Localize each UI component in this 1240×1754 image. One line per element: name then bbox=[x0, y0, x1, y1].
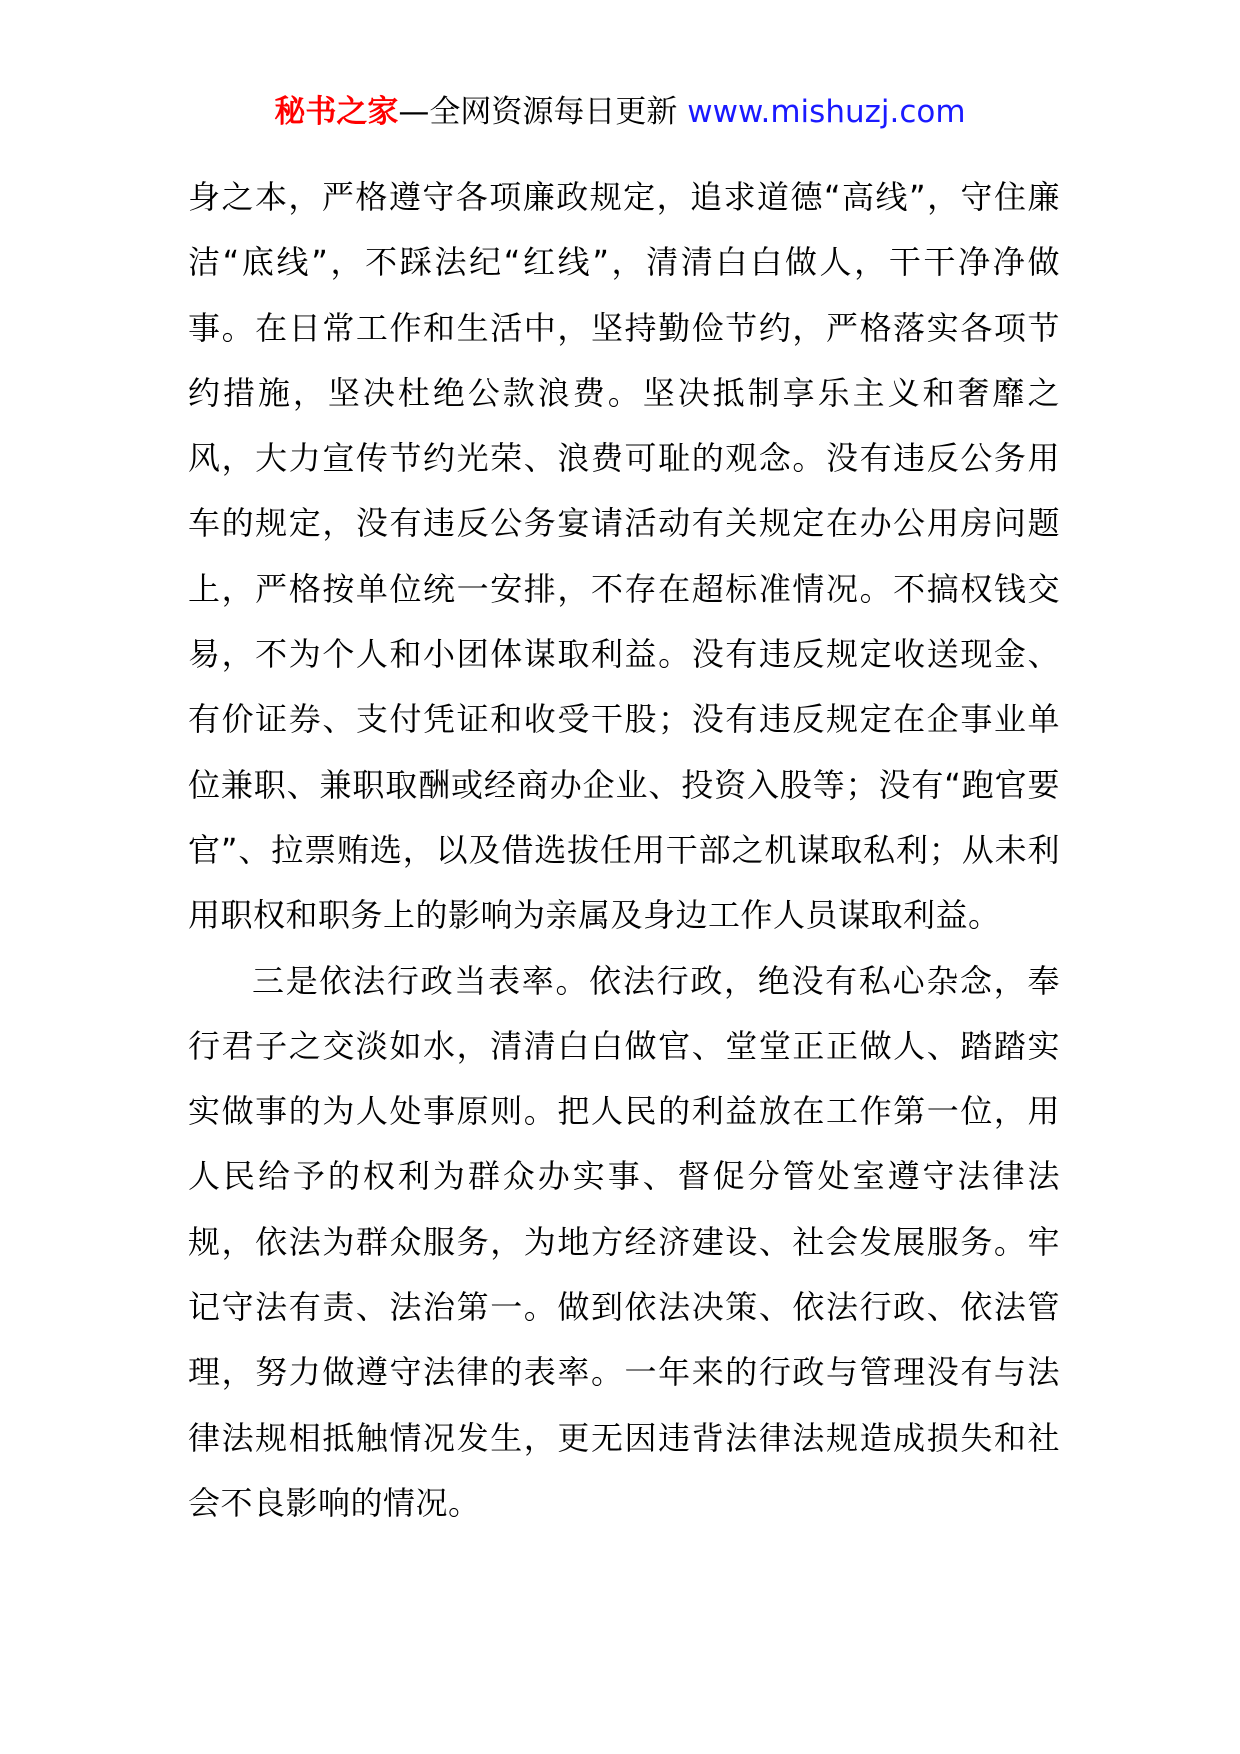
paragraph-rule-of-law: 三是依法行政当表率。依法行政，绝没有私心杂念，奉行君子之交淡如水，清清白白做官、堂堂正正做人、踏踏实实做事的为人处事原则。把人民的利益放在工作第一位，用人民给予的权利为群众办实事、督促分管处室遵守法律法规，依法为群众服务，为地方经济建设、社会发展服务。牢记守法有责、法治第一。做到依法决策、依法行政、依法管理，努力做遵守法律的表率。一年来的行政与管理没有与法律法规相抵触情况发生，更无因违背法律法规造成损失和社会不良影响的情况。 bbox=[188, 961, 1060, 1522]
brand-name: 秘书之家 bbox=[274, 94, 399, 130]
header-tagline: —全网资源每日更新 bbox=[398, 94, 688, 130]
page-header bbox=[0, 92, 1240, 132]
site-url-link[interactable]: www.mishuzj.com bbox=[687, 94, 966, 130]
document-body bbox=[188, 165, 1060, 1536]
paragraph-continued: 身之本，严格遵守各项廉政规定，追求道德“高线”，守住廉洁“底线”，不踩法纪“红线”，清清白白做人，干干净净做事。在日常工作和生活中，坚持勤俭节约，严格落实各项节约措施，坚决杜绝公款浪费。坚决抵制享乐主义和奢靡之风，大力宣传节约光荣、浪费可耻的观念。没有违反公务用车的规定，没有违反公务宴请活动有关规定在办公用房问题上，严格按单位统一安排，不存在超标准情况。不搞权钱交易，不为个人和小团体谋取利益。没有违反规定收送现金、有价证券、支付凭证和收受干股；没有违反规定在企事业单位兼职、兼职取酬或经商办企业、投资入股等；没有“跑官要官”、拉票贿选，以及借选拔任用干部之机谋取私利；从未利用职权和职务上的影响为亲属及身边工作人员谋取利益。 bbox=[188, 178, 1060, 935]
